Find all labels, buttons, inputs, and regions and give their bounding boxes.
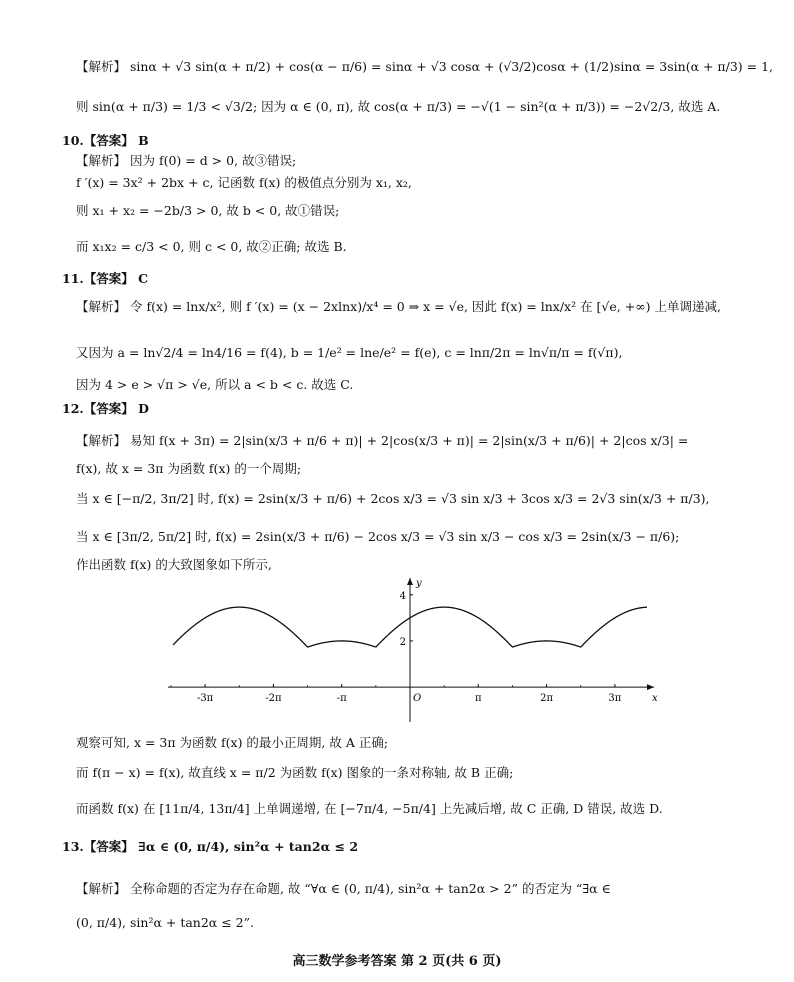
text-line: 因为 4 > e > √π > √e, 所以 a < b < c. 故选 C.	[76, 377, 354, 392]
text-line: 11.【答案】 C	[62, 271, 149, 286]
text-line: 【解析】 sinα + √3 sin(α + π/2) + cos(α − π/6) = sinα + √3 cosα + (√3/2)cosα + (1/2)sinα = 3sin(α + π/3) = 1,	[76, 59, 774, 74]
y-tick-label: 4	[399, 590, 406, 602]
text-line: 而 f(π − x) = f(x), 故直线 x = π/2 为函数 f(x) 图象的一条对称轴, 故 B 正确;	[76, 765, 514, 780]
text-line: 而函数 f(x) 在 [11π/4, 13π/4] 上单调递增, 在 [−7π/4, −5π/4] 上先减后增, 故 C 正确, D 错误, 故选 D.	[76, 801, 663, 816]
text-line: 作出函数 f(x) 的大致图象如下所示,	[76, 557, 272, 572]
text-line: 则 sin(α + π/3) = 1/3 < √3/2; 因为 α ∈ (0, π), 故 cos(α + π/3) = −√(1 − sin²(α + π/3)) = −2√2/3, 故选 A.	[76, 99, 721, 114]
function-graph	[160, 574, 660, 724]
text-line: 【解析】 因为 f(0) = d > 0, 故③错误;	[76, 153, 297, 168]
text-line: 【解析】 令 f(x) = lnx/x², 则 f ′(x) = (x − 2xlnx)/x⁴ = 0 ⇒ x = √e, 因此 f(x) = lnx/x² 在 [√e, +∞) 上单调递减,	[76, 299, 721, 314]
text-line: 【解析】 易知 f(x + 3π) = 2|sin(x/3 + π/6 + π)| + 2|cos(x/3 + π)| = 2|sin(x/3 + π/6)| + 2|cos x/3| =	[76, 433, 689, 448]
text-line: 又因为 a = ln√2/4 = ln4/16 = f(4), b = 1/e² = lne/e² = f(e), c = lnπ/2π = ln√π/π = f(√π),	[76, 345, 623, 360]
tick-labels	[197, 578, 658, 704]
text-line: f(x), 故 x = 3π 为函数 f(x) 的一个周期;	[76, 461, 302, 476]
text-line: 观察可知, x = 3π 为函数 f(x) 的最小正周期, 故 A 正确;	[76, 735, 389, 750]
x-tick-label: 2π	[540, 693, 554, 705]
text-line: 则 x₁ + x₂ = −2b/3 > 0, 故 b < 0, 故①错误;	[76, 203, 340, 218]
text-line: (0, π/4), sin²α + tan2α ≤ 2”.	[76, 915, 254, 930]
text-line: 12.【答案】 D	[62, 401, 149, 416]
x-tick-label: -2π	[265, 693, 282, 705]
origin-label: O	[413, 693, 422, 705]
y-axis-label: y	[416, 578, 422, 589]
x-tick-label: π	[475, 693, 482, 705]
text-line: 而 x₁x₂ = c/3 < 0, 则 c < 0, 故②正确; 故选 B.	[76, 239, 347, 254]
page-footer: 高三数学参考答案 第 2 页(共 6 页)	[292, 954, 502, 969]
text-line: 10.【答案】 B	[62, 133, 149, 148]
x-tick-label: 3π	[608, 693, 622, 705]
text-line: 当 x ∈ [−π/2, 3π/2] 时, f(x) = 2sin(x/3 + π/6) + 2cos x/3 = √3 sin x/3 + 3cos x/3 = 2√3 sin(x/3 + π/3),	[76, 491, 710, 506]
x-tick-label: -π	[336, 693, 347, 705]
x-axis-label: x	[652, 693, 658, 705]
text-line: 当 x ∈ [3π/2, 5π/2] 时, f(x) = 2sin(x/3 + π/6) − 2cos x/3 = √3 sin x/3 − cos x/3 = 2sin(x/3 − π/6);	[76, 529, 680, 544]
axes	[168, 578, 654, 722]
x-tick-label: -3π	[196, 693, 214, 705]
text-line: 13.【答案】 ∃α ∈ (0, π/4), sin²α + tan2α ≤ 2	[62, 839, 359, 854]
x-axis-arrow	[647, 684, 654, 690]
text-line: f ′(x) = 3x² + 2bx + c, 记函数 f(x) 的极值点分别为 x₁, x₂,	[76, 175, 412, 190]
y-axis-arrow	[407, 578, 413, 585]
text-line: 【解析】 全称命题的否定为存在命题, 故 “∀α ∈ (0, π/4), sin²α + tan2α > 2” 的否定为 “∃α ∈	[76, 881, 611, 896]
y-tick-label: 2	[399, 636, 406, 648]
